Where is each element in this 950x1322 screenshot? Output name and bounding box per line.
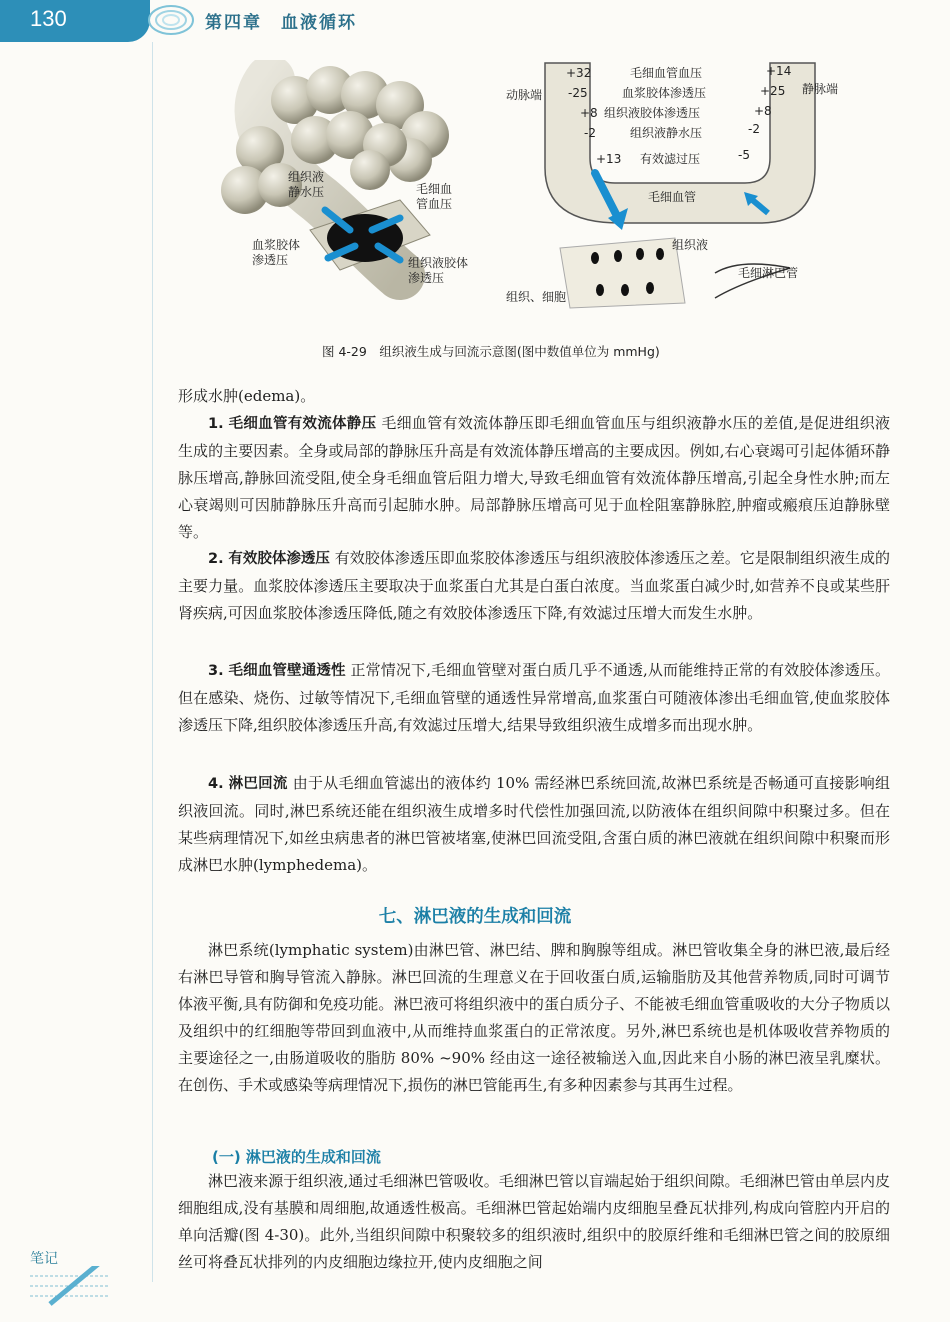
label-capillary: 毛细血管	[648, 190, 697, 204]
label-venous-end: 静脉端	[802, 82, 839, 96]
paragraph: 形成水肿(edema)。	[178, 387, 316, 405]
pressure-row-right: +14	[766, 64, 792, 78]
pressure-row-label: 组织液胶体渗透压	[604, 106, 701, 120]
label-tissue-hydrostatic: 组织液 静水压	[288, 170, 325, 199]
label-arterial-end: 动脉端	[506, 88, 543, 102]
pressure-row-left: +13	[596, 152, 622, 166]
notes-label: 笔记	[30, 1251, 58, 1267]
subsection-heading: (一) 淋巴液的生成和回流	[212, 1148, 381, 1166]
list-item	[178, 770, 890, 879]
item-term: 毛细血管壁通透性	[228, 663, 346, 679]
label-tissue-colloid: 组织液胶体 渗透压	[408, 256, 469, 285]
list-item	[178, 657, 890, 739]
item-number: 1.	[208, 416, 224, 432]
pressure-row-label: 毛细血管血压	[630, 66, 703, 80]
margin-divider	[152, 42, 153, 1282]
page-header	[0, 0, 950, 42]
label-tissue-cells: 组织、细胞	[506, 290, 567, 304]
pressure-row-left: +8	[580, 106, 598, 120]
figure-caption: 图 4-29 组织液生成与回流示意图(图中数值单位为 mmHg)	[322, 344, 660, 359]
chapter-title: 第四章 血液循环	[205, 13, 357, 33]
item-term: 淋巴回流	[228, 776, 288, 792]
pressure-row-right: -5	[738, 148, 750, 162]
pressure-row-left: -2	[584, 126, 596, 140]
section-heading: 七、淋巴液的生成和回流	[378, 907, 572, 927]
paragraph: 淋巴系统(lymphatic system)由淋巴管、淋巴结、脾和胸腺等组成。淋巴管收集全身的淋巴液,最后经右淋巴导管和胸导管流入静脉。淋巴回流的生理意义在于回收蛋白质,运输脂肪及其他营养物质,同时可调节体液平衡,具有防御和免疫功能。淋巴液可将组织液中的蛋白质分子、不能被毛细血管重吸收的大分子物质以及组织中的红细胞等带回到血液中,从而维持血浆蛋白的正常浓度。另外,淋巴系统也是机体吸收营养物质的主要途径之一,由肠道吸收的脂肪 80% ~90% 经由这一途径被输送入血,因此来自小肠的淋巴液呈乳糜状。在创伤、手术或感染等病理情况下,损伤的淋巴管能再生,有多种因素参与其再生过程。	[178, 941, 890, 1094]
item-text: 毛细血管有效流体静压即毛细血管血压与组织液静水压的差值,是促进组织液生成的主要因素。全身或局部的静脉压升高是有效流体静压增高的主要成因。例如,右心衰竭可引起体循环静脉压增高,静脉回流受阻,使全身毛细血管后阻力增大,导致毛细血管有效流体静压增高,引起全身性水肿;而左心衰竭则可因肺静脉压升高而引起肺水肿。局部静脉压增高可见于血栓阻塞静脉腔,肿瘤或瘢痕压迫静脉壁等。	[178, 414, 890, 541]
list-item	[178, 410, 890, 546]
paragraph: 淋巴液来源于组织液,通过毛细淋巴管吸收。毛细淋巴管以盲端起始于组织间隙。毛细淋巴管由单层内皮细胞组成,没有基膜和周细胞,故通透性极高。毛细淋巴管起始端内皮细胞呈叠瓦状排列,构成向管腔内开启的单向活瓣(图 4-30)。此外,当组织间隙中积聚较多的组织液时,组织中的胶原纤维和毛细淋巴管之间的胶原细丝可将叠瓦状排列的内皮细胞边缘拉开,使内皮细胞之间	[178, 1172, 890, 1271]
pressure-row-right: +25	[760, 84, 786, 98]
pressure-row-label: 有效滤过压	[640, 152, 701, 166]
list-item	[178, 545, 890, 627]
pressure-row-right: +8	[754, 104, 772, 118]
pressure-row-label: 组织液静水压	[630, 126, 703, 140]
label-plasma-colloid: 血浆胶体 渗透压	[252, 238, 301, 267]
item-text: 有效胶体渗透压即血浆胶体渗透压与组织液胶体渗透压之差。它是限制组织液生成的主要力量。血浆胶体渗透压主要取决于血浆蛋白尤其是白蛋白浓度。当血浆蛋白减少时,如营养不良或某些肝肾疾病,可因血浆胶体渗透压降低,随之有效胶体渗透压下降,有效滤过压增大而发生水肿。	[178, 549, 890, 622]
pressure-row-left: -25	[568, 86, 588, 100]
pressure-row-label: 血浆胶体渗透压	[622, 86, 707, 100]
swirl-decoration-icon	[145, 0, 200, 40]
label-tissue-fluid: 组织液	[672, 238, 709, 252]
item-term: 毛细血管有效流体静压	[228, 416, 377, 432]
label-capillary-pressure: 毛细血 管血压	[416, 182, 453, 211]
notes-pencil-icon	[30, 1266, 110, 1306]
page-number: 130	[30, 6, 67, 31]
label-lymph-capillary: 毛细淋巴管	[738, 266, 799, 280]
item-term: 有效胶体渗透压	[228, 551, 330, 567]
item-number: 2.	[208, 551, 224, 567]
item-number: 3.	[208, 663, 224, 679]
pressure-row-right: -2	[748, 122, 760, 136]
item-number: 4.	[208, 776, 224, 792]
item-text: 正常情况下,毛细血管壁对蛋白质几乎不通透,从而能维持正常的有效胶体渗透压。但在感染、烧伤、过敏等情况下,毛细血管壁的通透性异常增高,血浆蛋白可随液体渗出毛细血管,使血浆胶体渗透压下降,组织胶体渗透压升高,有效滤过压增大,结果导致组织液生成增多而出现水肿。	[178, 661, 890, 734]
page-number-tab	[0, 0, 150, 42]
item-text: 由于从毛细血管滤出的液体约 10% 需经淋巴系统回流,故淋巴系统是否畅通可直接影响组织液回流。同时,淋巴系统还能在组织液生成增多时代偿性加强回流,以防液体在组织间隙中积聚过多。但在某些病理情况下,如丝虫病患者的淋巴管被堵塞,使淋巴回流受阻,含蛋白质的淋巴液就在组织间隙中积聚而形成淋巴水肿(lymphedema)。	[178, 774, 890, 874]
pressure-row-left: +32	[566, 66, 592, 80]
